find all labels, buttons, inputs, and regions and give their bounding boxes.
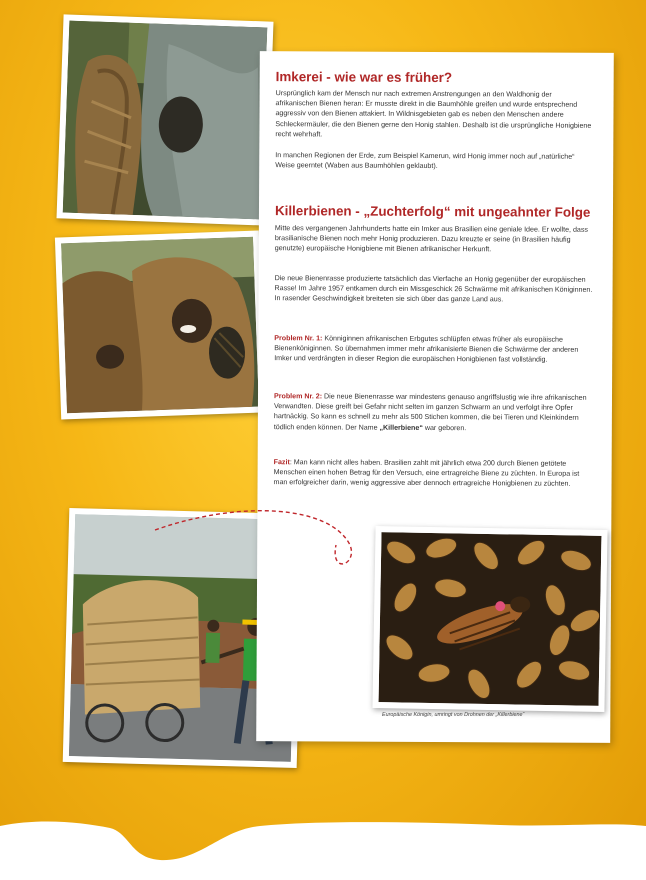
fazit-label: Fazit: [273, 458, 290, 467]
problem-2-label: Problem Nr. 2:: [273, 392, 323, 401]
photo-caption: Europäische Königin, umringt von Drohnen der „Killerbiene“: [382, 712, 525, 718]
section2-title: Killerbienen - „Zuchterfolg“ mit ungeahnter Folge: [274, 203, 591, 220]
problem-1-text: Könniginnen afrikanischen Erbgutes schlüpfen etwas früher als europäische Bienenköniginnen. So übernahmen immer mehr afrikanisierte Bienen die Schwärme der anderen Imker und verdrängten in dieser Region die europäischen Honigbienen fast vollständig.: [274, 334, 579, 364]
section1-title: Imkerei - wie war es früher?: [275, 69, 453, 86]
section1-paragraph-2: In manchen Regionen der Erde, zum Beispiel Kamerun, wird Honig immer noch auf „natürliche“ Weise geerntet (Waben aus Baumhöhlen geklaubt).: [275, 151, 575, 171]
problem-1-label: Problem Nr. 1:: [274, 334, 323, 343]
fazit-paragraph: [274, 457, 592, 489]
photo-costumed-gatherers: [55, 230, 265, 419]
photo-queen-bee: [372, 526, 607, 712]
photo-tree-honey-gatherer: [57, 14, 274, 225]
section2-paragraph-1: Mitte des vergangenen Jahrhunderts hatte ein Imker aus Brasilien eine geniale Idee. Er wollte, dass brasilianische Bienen noch mehr Honig produzieren. Dazu kreuzte er seine (in Brasilien häufig genutzte) europäische Honigbiene mit Bienen afrikanischer Herkunft.: [274, 224, 589, 254]
problem-2-paragraph: [274, 391, 592, 433]
fazit-text: : Man kann nicht alles haben. Brasilien zahlt mit jährlich etwa 200 durch Bienen getötete Menschen einen hohen Betrag für den Versuch, eine ertragreiche Biene zu züchten. In Europa ist man erfolgreicher darin, wenig aggressive aber dennoch ertragreiche Honigbienen zu züchten.: [273, 458, 580, 489]
section1-paragraph-1: Ursprünglich kam der Mensch nur nach extremen Anstrengungen an den Waldhonig der afrikanischen Bienen heran: Er musste direkt in die Baumhöhle greifen und wurde entsprechend aggressiv von den Bienen attakiert. In Wildnisgebieten gab es neben den Menschen andere Schleckermäuler, die den Bienen gerne den Honig stahlen. Deshalb ist die ursprüngliche Honigbiene recht wehrhaft.: [275, 89, 592, 139]
problem-2-bold: „Killerbiene“: [379, 423, 423, 432]
problem-2-text-a: Die neue Bienenrasse war mindestens genauso angriffslustig wie ihre afrikanischen Verwandten. Diese greift bei Gefahr nicht selten im ganzen Schwarm an und verfolgt ihre Opfer hartnäckig. So kann es schnell zu mehr als 500 Stichen kommen, die bei Tieren und Kleinkindern tödlich enden können. Der Name: [273, 392, 587, 432]
problem-1-paragraph: [274, 333, 592, 365]
section2-paragraph-2: Die neue Bienenrasse produzierte tatsächlich das Vierfache an Honig gegenüber der europäischen Rasse! Im Jahre 1957 entkamen durch ein Missgeschick 26 Schwärme mit afrikanischen Königinnen. In rasender Geschwindigkeit breiteten sie sich über das ganze Land aus.: [274, 274, 593, 304]
problem-2-text-b: war geboren.: [422, 423, 467, 432]
